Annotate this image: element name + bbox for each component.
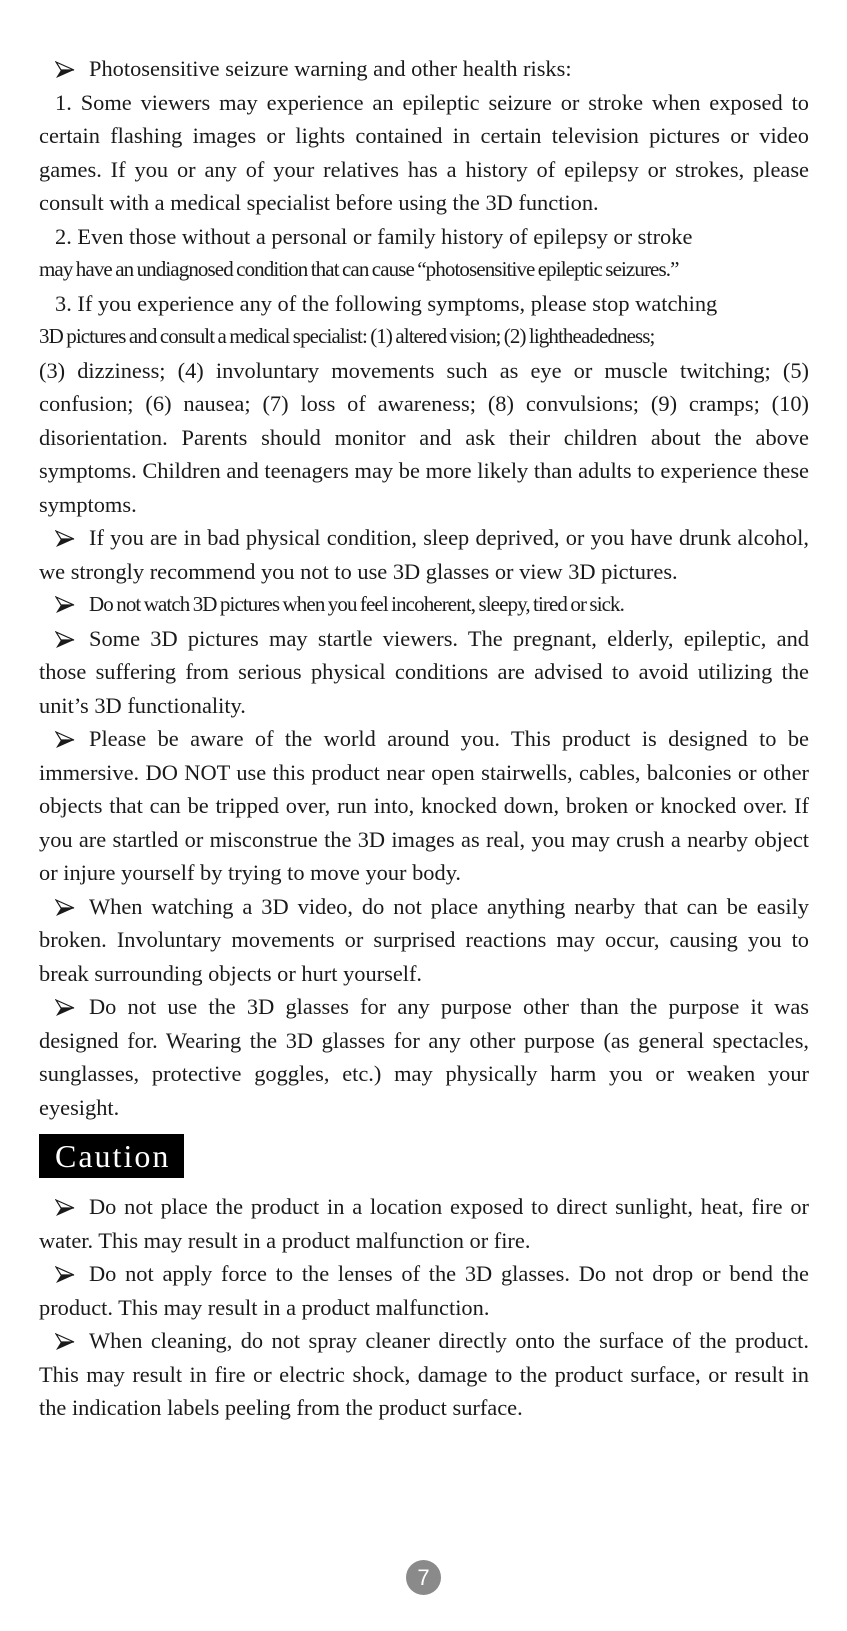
warning-bullet-text: When watching a 3D video, do not place anything nearby that can be easily broken. Involuntary movements or surprised reactions may occur, causing you to break surrounding objects or hurt yourself. <box>39 893 809 986</box>
arrowhead-bullet-icon <box>55 896 77 914</box>
warning-bullet-text: Do not use the 3D glasses for any purpose other than the purpose it was designed for. Wearing the 3D glasses for any other purpose (as general spectacles, sunglasses, protective goggles, etc.) may physically harm you or weaken your eyesight. <box>39 994 809 1120</box>
manual-page <box>39 52 809 1425</box>
caution-bullet-list <box>39 1190 809 1425</box>
arrowhead-bullet-icon <box>55 593 77 611</box>
health-item-2b: may have an undiagnosed condition that can cause “photosensitive epileptic seizures.” <box>39 257 679 281</box>
warning-bullet <box>39 890 809 991</box>
warning-bullet <box>39 990 809 1124</box>
arrowhead-bullet-icon <box>55 728 77 746</box>
caution-bullet <box>39 1324 809 1425</box>
caution-bullet <box>39 1257 809 1324</box>
arrowhead-bullet-icon <box>55 1263 77 1281</box>
health-warning-heading-text: Photosensitive seizure warning and other health risks: <box>89 56 572 81</box>
health-item-3b: 3D pictures and consult a medical specialist: (1) altered vision; (2) lightheadedness; <box>39 324 655 348</box>
warning-bullet-text: Some 3D pictures may startle viewers. The pregnant, elderly, epileptic, and those suffering from serious physical conditions are advised to avoid utilizing the unit’s 3D functionality. <box>39 625 809 718</box>
caution-bullet <box>39 1190 809 1257</box>
page-number-badge: 7 <box>406 1560 441 1595</box>
warning-bullet <box>39 722 809 890</box>
arrowhead-bullet-icon <box>55 1330 77 1348</box>
caution-bullet-text: Do not apply force to the lenses of the 3D glasses. Do not drop or bend the product. This may result in a product malfunction. <box>39 1261 809 1320</box>
health-item-2a: 2. Even those without a personal or family history of epilepsy or stroke <box>55 223 693 249</box>
health-item-1: 1. Some viewers may experience an epileptic seizure or stroke when exposed to certain flashing images or lights contained in certain television pictures or video games. If you or any of your relatives has a history of epilepsy or strokes, please consult with a medical specialist before using the 3D function. <box>39 89 809 215</box>
caution-label: Caution <box>39 1134 184 1178</box>
warning-bullet-text: Please be aware of the world around you. This product is designed to be immersive. DO NOT use this product near open stairwells, cables, balconies or other objects that can be tripped over, run into, knocked down, broken or knocked over. If you are startled or misconstrue the 3D images as real, you may crush a nearby object or injure yourself by trying to move your body. <box>39 726 809 885</box>
warning-bullet <box>39 588 809 622</box>
caution-bullet-text: When cleaning, do not spray cleaner directly onto the surface of the product. This may result in fire or electric shock, damage to the product surface, or result in the indication labels peeling from the product surface. <box>39 1328 809 1420</box>
health-warning-heading <box>39 52 809 86</box>
caution-bullet-text: Do not place the product in a location exposed to direct sunlight, heat, fire or water. This may result in a product malfunction or fire. <box>39 1194 809 1253</box>
arrowhead-bullet-icon <box>55 996 77 1014</box>
warning-bullet <box>39 521 809 588</box>
arrowhead-bullet-icon <box>55 628 77 646</box>
health-item-3a: 3. If you experience any of the following symptoms, please stop watching <box>55 290 718 316</box>
warning-bullet-text: If you are in bad physical condition, sleep deprived, or you have drunk alcohol, we strongly recommend you not to use 3D glasses or view 3D pictures. <box>39 525 809 584</box>
health-item-3c: (3) dizziness; (4) involuntary movements such as eye or muscle twitching; (5) confusion; (6) nausea; (7) loss of awareness; (8) convulsions; (9) cramps; (10) disorientation. Parents should monitor and ask their children about the above symptoms. Children and teenagers may be more likely than adults to experience these symptoms. <box>39 357 809 517</box>
warning-bullet-text: Do not watch 3D pictures when you feel incoherent, sleepy, tired or sick. <box>89 592 625 616</box>
arrowhead-bullet-icon <box>55 58 77 76</box>
warning-bullet-list <box>39 521 809 1124</box>
warning-bullet <box>39 622 809 723</box>
caution-section-header <box>39 1134 809 1178</box>
arrowhead-bullet-icon <box>55 1196 77 1214</box>
arrowhead-bullet-icon <box>55 527 77 545</box>
